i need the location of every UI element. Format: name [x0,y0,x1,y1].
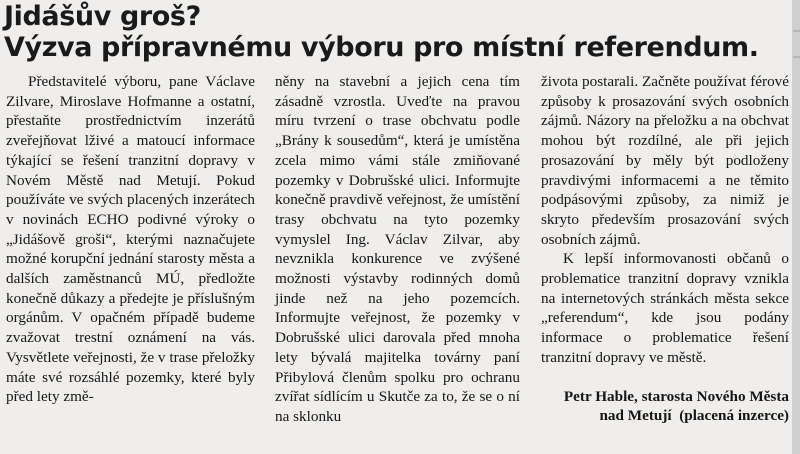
adjacent-text-fragment [793,56,800,58]
paragraph: něny na stavební a jejich cena tím zásadně vzrostla. Uveďte na pravou míru tvrzení o trase obchvatu podle „Brány k sousedům“, která je umístěna zcela mimo vámi stále zmiňované pozemky v Dobrušské ulici. Informujte konečně pravdivě veřejnost, že umístění trasy obchvatu na tyto pozemky vymyslel Ing. Václav Zilvar, aby nevznikla konkurence ve zvýšené možnosti výstavby rodinných domů jinde než na jeho pozemcích. Informujte veřejnost, že pozemky v Dobrušské ulici darovala před mnoha lety bývalá majitelka továrny paní Přibylová členům spolku pro ochranu zvířat sídlícím u Skutče za to, že se o ní na sklonku [275,73,520,425]
article-column-3 [541,72,789,426]
adjacent-text-fragment [793,30,800,32]
signature [541,387,789,426]
adjacent-page-edge [792,0,800,454]
paragraph: života postarali. Začněte používat férové způsoby k prosazování svých osobních zájmů. Názory na přeložku a na obchvat mohou být rozdílné, ale při jejich prosazování by měly být podloženy pravdivými informacemi a ne těmito podpásovými způsoby, za nimiž je skryto především prosazování svých osobních zájmů. [541,73,789,248]
paid-ad-note: (placená inzerce) [679,407,789,425]
article-column-2 [275,72,520,427]
headline-main: Výzva přípravnému výboru pro místní referendum. [4,32,759,63]
paragraph: K lepší informovanosti občanů o problematice tranzitní dopravy vznikla na internetových stránkách města sekce „referendum“, kde jsou podány informace o problematice řešení tranzitní dopravy ve městě. [541,250,789,366]
signature-place: nad Metují [599,407,672,425]
signature-name: Petr Hable, starosta Nového Města [563,387,789,405]
article-column-1 [6,72,255,407]
paragraph: Představitelé výboru, pane Václave Zilvare, Miroslave Hofmanne a ostatní, přestaňte prostřednictvím inzerátů zveřejňovat lživé a matoucí informace týkající se řešení tranzitní dopravy v Novém Městě nad Metují. Pokud používáte ve svých placených inzerátech v novinách ECHO podivné výroky o „Jidášově groši“, kterými naznačujete možné korupční jednání starosty města a dalších zaměstnanců MÚ, předložte konečně důkazy a předejte je příslušným orgánům. V opačném případě budeme zvažovat trestní oznámení na vás. Vysvětlete veřejnosti, že v trase přeložky máte své rozsáhlé pozemky, které byly před lety změ- [6,73,255,406]
headline-question: Jidášův groš? [4,1,201,32]
